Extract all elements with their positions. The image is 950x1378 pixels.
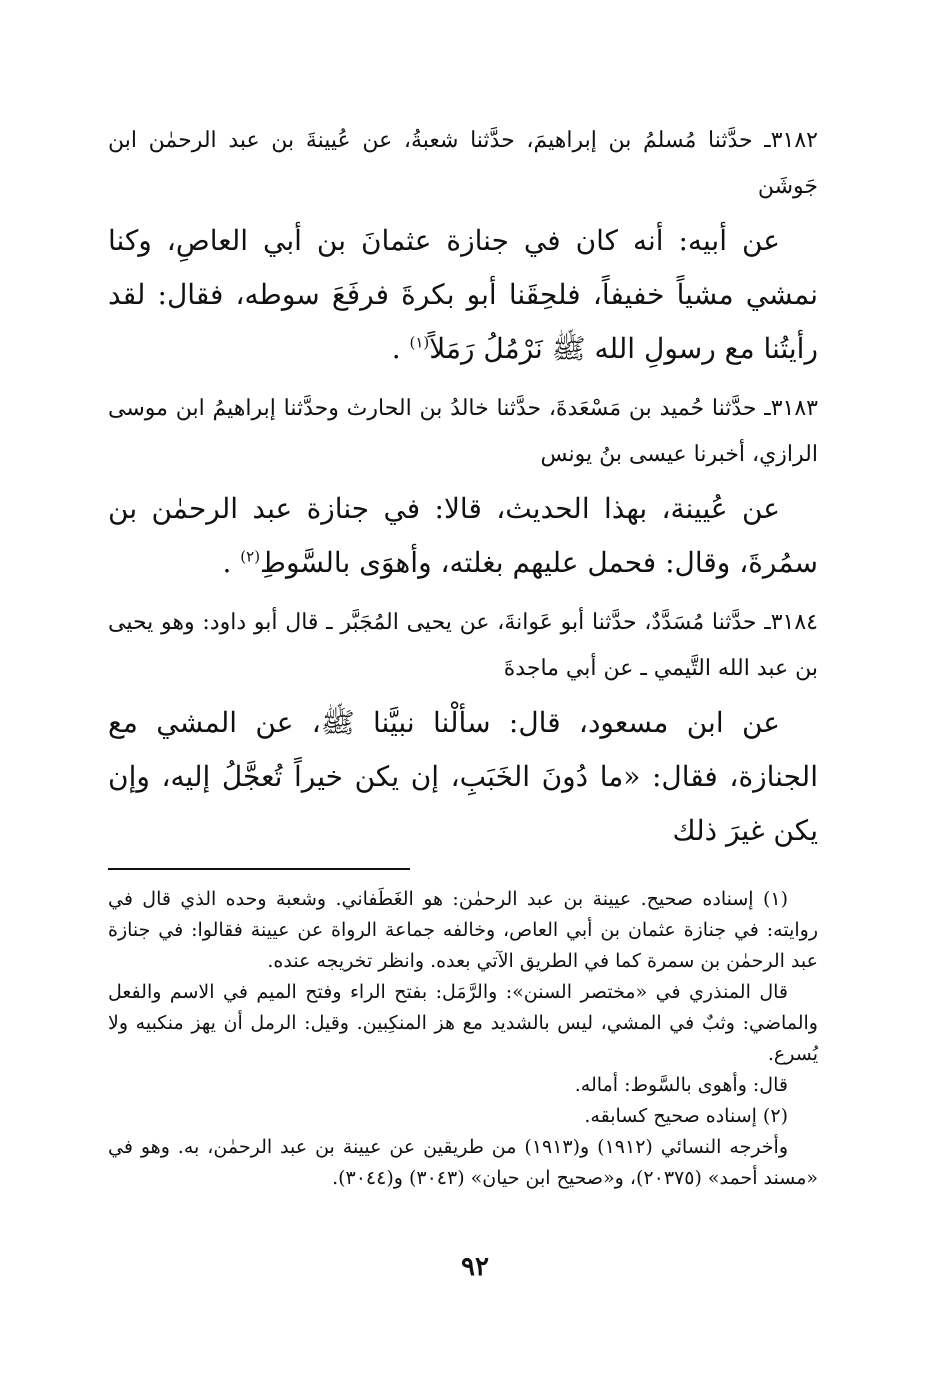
footnote-2-takhrij: وأخرجه النسائي (١٩١٢) و(١٩١٣) من طريقين عن عيينة بن عبد الرحمٰن، به. وهو في «مسند أحمد» (٢٠٣٧٥)، و«صحيح ابن حيان» (٣٠٤٣) و(٣٠٤٤).	[108, 1136, 818, 1189]
hadith-3184-isnad: ٣١٨٤ـ حدَّثنا مُسَدَّدٌ، حدَّثنا أبو عَوانةَ، عن يحيى المُجَبَّر ـ قال أبو داود: وهو يحيى بن عبد الله التَّيمي ـ عن أبي ماجدةَ	[108, 610, 818, 681]
hadith-3183-end: .	[222, 546, 241, 579]
hadith-3183-matn-text: عن عُيينة، بهذا الحديث، قالا: في جنازة عبد الرحمٰن بن سمُرةَ، وقال: فحمل عليهم بغلته، وأهوَى بالسَّوطِ	[108, 492, 818, 579]
footnote-1: (١) إسناده صحيح. عيينة بن عبد الرحمٰن: هو الغَطَفاني. وشعبة وحده الذي قال في روايته: في جنازة عثمان بن أبي العاص، وخالفه جماعة الرواة عن عيينة فقالوا: في جنازة عبد الرحمٰن بن سمرة كما في الطريق الآتي بعده. وانظر تخريجه عنده.	[108, 888, 818, 972]
hadith-3182-isnad: ٣١٨٢ـ حدَّثنا مُسلمُ بن إبراهيمَ، حدَّثنا شعبةُ، عن عُيينةَ بن عبد الرحمٰن ابن جَوشَن	[108, 128, 818, 199]
hadith-3182-end: .	[391, 332, 410, 365]
footnote-separator	[108, 868, 410, 870]
page-number: ٩٢	[461, 1252, 489, 1282]
hadith-3182-matn	[108, 214, 818, 376]
footnote-ref-1: (١)	[409, 333, 430, 352]
footnote-2: (٢) إسناده صحيح كسابقه.	[584, 1105, 788, 1127]
hadith-3183-matn	[108, 482, 818, 590]
footnote-1-ahwa: قال: وأهوى بالسَّوط: أماله.	[574, 1074, 788, 1096]
hadith-3184-matn: عن ابن مسعود، قال: سألْنا نبيَّنا ﷺ، عن المشي مع الجنازة، فقال: «ما دُونَ الخَبَبِ، إن يكن خيراً تُعجَّلُ إليه، وإن يكن غيرَ ذلك	[108, 706, 818, 847]
hadith-3183-isnad: ٣١٨٣ـ حدَّثنا حُميد بن مَسْعَدةَ، حدَّثنا خالدُ بن الحارث وحدَّثنا إبراهيمُ ابن موسى الرازي، أخبرنا عيسى بنُ يونس	[108, 396, 818, 467]
page-body	[108, 118, 818, 1194]
hadith-3182-matn-text: عن أبيه: أنه كان في جنازة عثمانَ بن أبي العاصِ، وكنا نمشي مشياً خفيفاً، فلحِقَنا أبو بكرةَ فرفَعَ سوطه، فقال: لقد رأيتُنا مع رسولِ الله ﷺ نَرْمُلُ رَمَلاً	[108, 224, 818, 365]
footnote-1-mundhiri: قال المنذري في «مختصر السنن»: والرَّمَل: بفتح الراء وفتح الميم في الاسم والفعل والماضي: وثبٌ في المشي، ليس بالشديد مع هز المنكِبين. وقيل: الرمل أن يهز منكبيه ولا يُسرع.	[108, 981, 818, 1065]
footnote-ref-2: (٢)	[240, 547, 261, 566]
